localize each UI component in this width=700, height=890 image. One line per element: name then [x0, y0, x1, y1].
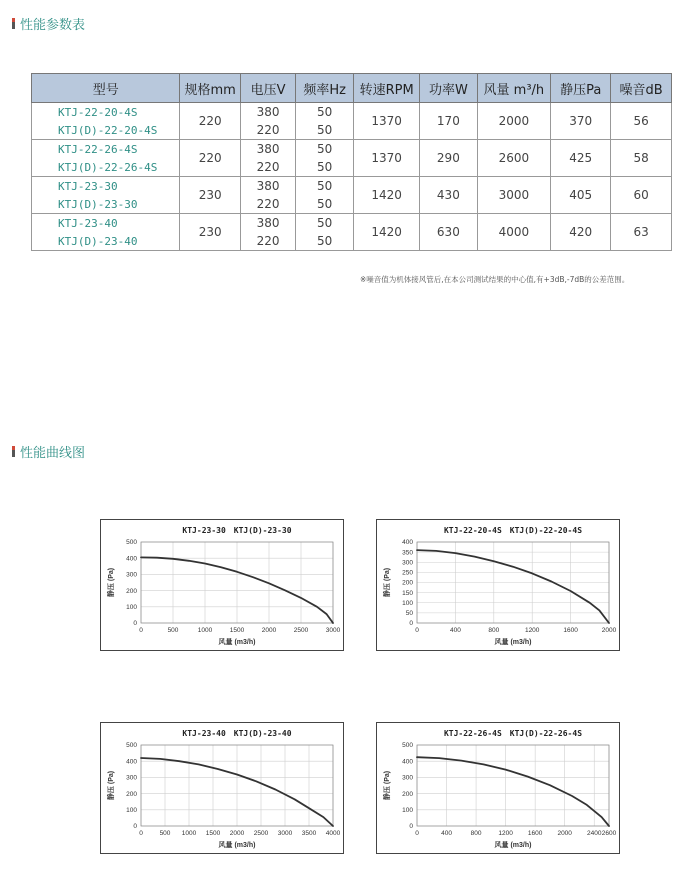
- power-cell: 290: [420, 140, 477, 177]
- rpm-cell: 1370: [354, 103, 420, 140]
- x-tick-label: 400: [449, 627, 461, 634]
- voltage-cell: 220: [240, 158, 295, 177]
- x-tick-label: 2500: [253, 830, 269, 837]
- rpm-cell: 1370: [354, 140, 420, 177]
- curve-chart-ktj-22-26-4s: [376, 722, 620, 854]
- y-tick-label: 0: [133, 620, 137, 628]
- y-tick-label: 100: [402, 807, 413, 814]
- params-title-text: 性能参数表: [20, 18, 86, 33]
- x-tick-label: 400: [441, 830, 452, 837]
- x-tick-label: 2000: [601, 627, 617, 634]
- y-tick-label: 100: [126, 807, 137, 814]
- plot-area: [417, 745, 609, 826]
- header-noise: 噪音dB: [611, 74, 672, 103]
- x-tick-label: 0: [139, 627, 143, 634]
- y-tick-label: 0: [133, 823, 137, 831]
- pressure-cell: 420: [551, 214, 611, 251]
- y-tick-label: 400: [126, 555, 137, 563]
- y-tick-label: 500: [126, 742, 137, 750]
- frequency-cell: 50: [296, 214, 354, 233]
- x-tick-label: 2000: [229, 830, 245, 837]
- model-cell: KTJ-23-40: [32, 214, 180, 233]
- frequency-cell: 50: [296, 103, 354, 122]
- chart-title: KTJ-23-40 KTJ(D)-23-40: [182, 729, 292, 738]
- x-axis-label: 风量 (m3/h): [218, 842, 256, 849]
- power-cell: 630: [420, 214, 477, 251]
- frequency-cell: 50: [296, 177, 354, 196]
- x-tick-label: 500: [159, 830, 171, 837]
- voltage-cell: 380: [240, 140, 295, 159]
- chart-svg: [377, 520, 619, 650]
- y-tick-label: 50: [405, 610, 413, 618]
- voltage-cell: 380: [240, 214, 295, 233]
- x-tick-label: 2500: [293, 627, 309, 634]
- chart-title: KTJ-22-20-4S KTJ(D)-22-20-4S: [443, 526, 583, 535]
- x-tick-label: 0: [415, 830, 419, 837]
- y-tick-label: 0: [409, 620, 413, 628]
- y-tick-label: 200: [126, 587, 137, 595]
- voltage-cell: 220: [240, 121, 295, 140]
- x-tick-label: 1000: [197, 627, 213, 634]
- y-tick-label: 500: [402, 742, 413, 750]
- curves-section-title: [12, 442, 85, 461]
- header-power: 功率W: [420, 74, 477, 103]
- y-tick-label: 250: [402, 569, 413, 577]
- x-tick-label: 1500: [205, 830, 221, 837]
- spec-table: [31, 73, 672, 251]
- x-tick-label: 3500: [301, 830, 317, 837]
- curve-chart-ktj-22-20-4s: [376, 519, 620, 651]
- header-frequency: 频率Hz: [296, 74, 354, 103]
- model-cell: KTJ(D)-22-20-4S: [32, 121, 180, 140]
- frequency-cell: 50: [296, 158, 354, 177]
- noise-cell: 60: [611, 177, 672, 214]
- pressure-cell: 370: [551, 103, 611, 140]
- size-cell: 230: [180, 214, 240, 251]
- header-size: 规格mm: [180, 74, 240, 103]
- x-tick-label: 2600: [601, 830, 617, 837]
- y-tick-label: 400: [402, 539, 413, 547]
- section-marker-icon: [12, 446, 15, 457]
- airflow-cell: 4000: [477, 214, 551, 251]
- x-tick-label: 4000: [325, 830, 341, 837]
- model-cell: KTJ-23-30: [32, 177, 180, 196]
- y-tick-label: 500: [126, 539, 137, 547]
- noise-cell: 56: [611, 103, 672, 140]
- rpm-cell: 1420: [354, 177, 420, 214]
- frequency-cell: 50: [296, 195, 354, 214]
- size-cell: 220: [180, 140, 240, 177]
- airflow-cell: 2000: [477, 103, 551, 140]
- x-tick-label: 500: [167, 627, 179, 634]
- y-tick-label: 200: [126, 790, 137, 798]
- x-tick-label: 2400: [586, 830, 602, 837]
- header-voltage: 电压V: [240, 74, 295, 103]
- chart-title: KTJ-22-26-4S KTJ(D)-22-26-4S: [443, 729, 583, 738]
- x-tick-label: 0: [139, 830, 143, 837]
- table-row: [32, 214, 672, 233]
- y-tick-label: 200: [402, 790, 413, 798]
- x-tick-label: 0: [415, 627, 419, 634]
- x-tick-label: 1600: [563, 627, 578, 634]
- x-axis-label: 风量 (m3/h): [494, 639, 532, 646]
- y-axis-label: 静压 (Pa): [108, 567, 115, 598]
- x-tick-label: 2000: [557, 830, 572, 837]
- noise-cell: 58: [611, 140, 672, 177]
- y-axis-label: 静压 (Pa): [384, 567, 391, 598]
- y-tick-label: 300: [402, 774, 413, 782]
- y-tick-label: 400: [126, 758, 137, 766]
- params-section-title: [12, 14, 85, 33]
- section-marker-icon: [12, 18, 15, 29]
- y-tick-label: 300: [126, 571, 137, 579]
- x-tick-label: 2000: [261, 627, 277, 634]
- model-cell: KTJ(D)-23-30: [32, 195, 180, 214]
- pressure-cell: 425: [551, 140, 611, 177]
- frequency-cell: 50: [296, 140, 354, 159]
- performance-curve: [417, 757, 609, 826]
- x-tick-label: 800: [488, 627, 500, 634]
- chart-title: KTJ-23-30 KTJ(D)-23-30: [182, 526, 292, 535]
- voltage-cell: 380: [240, 177, 295, 196]
- y-tick-label: 200: [402, 579, 413, 587]
- chart-svg: [101, 723, 343, 853]
- y-tick-label: 100: [126, 604, 137, 611]
- x-tick-label: 800: [470, 830, 482, 837]
- table-header-row: [32, 74, 672, 103]
- noise-footnote: ※噪音值为机体接风管后,在本公司测试结果的中心值,有+3dB,-7dB的公差范围。: [360, 275, 630, 284]
- x-tick-label: 1500: [229, 627, 245, 634]
- model-cell: KTJ(D)-23-40: [32, 232, 180, 251]
- model-cell: KTJ(D)-22-26-4S: [32, 158, 180, 177]
- model-cell: KTJ-22-20-4S: [32, 103, 180, 122]
- header-rpm: 转速RPM: [354, 74, 420, 103]
- table-row: [32, 177, 672, 196]
- y-axis-label: 静压 (Pa): [108, 770, 115, 801]
- performance-curve: [417, 550, 609, 623]
- curves-title-text: 性能曲线图: [20, 446, 86, 461]
- power-cell: 170: [420, 103, 477, 140]
- x-tick-label: 1000: [181, 830, 197, 837]
- x-axis-label: 风量 (m3/h): [494, 842, 532, 849]
- size-cell: 230: [180, 177, 240, 214]
- x-tick-label: 3000: [325, 627, 341, 634]
- header-model: 型号: [32, 74, 180, 103]
- table-row: [32, 103, 672, 122]
- y-tick-label: 350: [402, 549, 413, 557]
- model-cell: KTJ-22-26-4S: [32, 140, 180, 159]
- curve-chart-ktj-23-30: [100, 519, 344, 651]
- rpm-cell: 1420: [354, 214, 420, 251]
- y-tick-label: 0: [409, 823, 413, 831]
- x-tick-label: 1200: [498, 830, 513, 837]
- table-row: [32, 140, 672, 159]
- header-pressure: 静压Pa: [551, 74, 611, 103]
- pressure-cell: 405: [551, 177, 611, 214]
- voltage-cell: 380: [240, 103, 295, 122]
- curve-chart-ktj-23-40: [100, 722, 344, 854]
- power-cell: 430: [420, 177, 477, 214]
- noise-cell: 63: [611, 214, 672, 251]
- frequency-cell: 50: [296, 121, 354, 140]
- y-tick-label: 400: [402, 758, 413, 766]
- chart-svg: [101, 520, 343, 650]
- x-tick-label: 1200: [524, 627, 540, 634]
- size-cell: 220: [180, 103, 240, 140]
- x-tick-label: 3000: [277, 830, 293, 837]
- voltage-cell: 220: [240, 232, 295, 251]
- airflow-cell: 3000: [477, 177, 551, 214]
- y-tick-label: 150: [402, 589, 413, 597]
- y-tick-label: 300: [402, 559, 413, 567]
- frequency-cell: 50: [296, 232, 354, 251]
- airflow-cell: 2600: [477, 140, 551, 177]
- x-tick-label: 1600: [527, 830, 543, 837]
- x-axis-label: 风量 (m3/h): [218, 639, 256, 646]
- header-airflow: 风量 m³/h: [477, 74, 551, 103]
- y-tick-label: 300: [126, 774, 137, 782]
- chart-svg: [377, 723, 619, 853]
- y-tick-label: 100: [402, 599, 413, 607]
- voltage-cell: 220: [240, 195, 295, 214]
- y-axis-label: 静压 (Pa): [384, 770, 391, 801]
